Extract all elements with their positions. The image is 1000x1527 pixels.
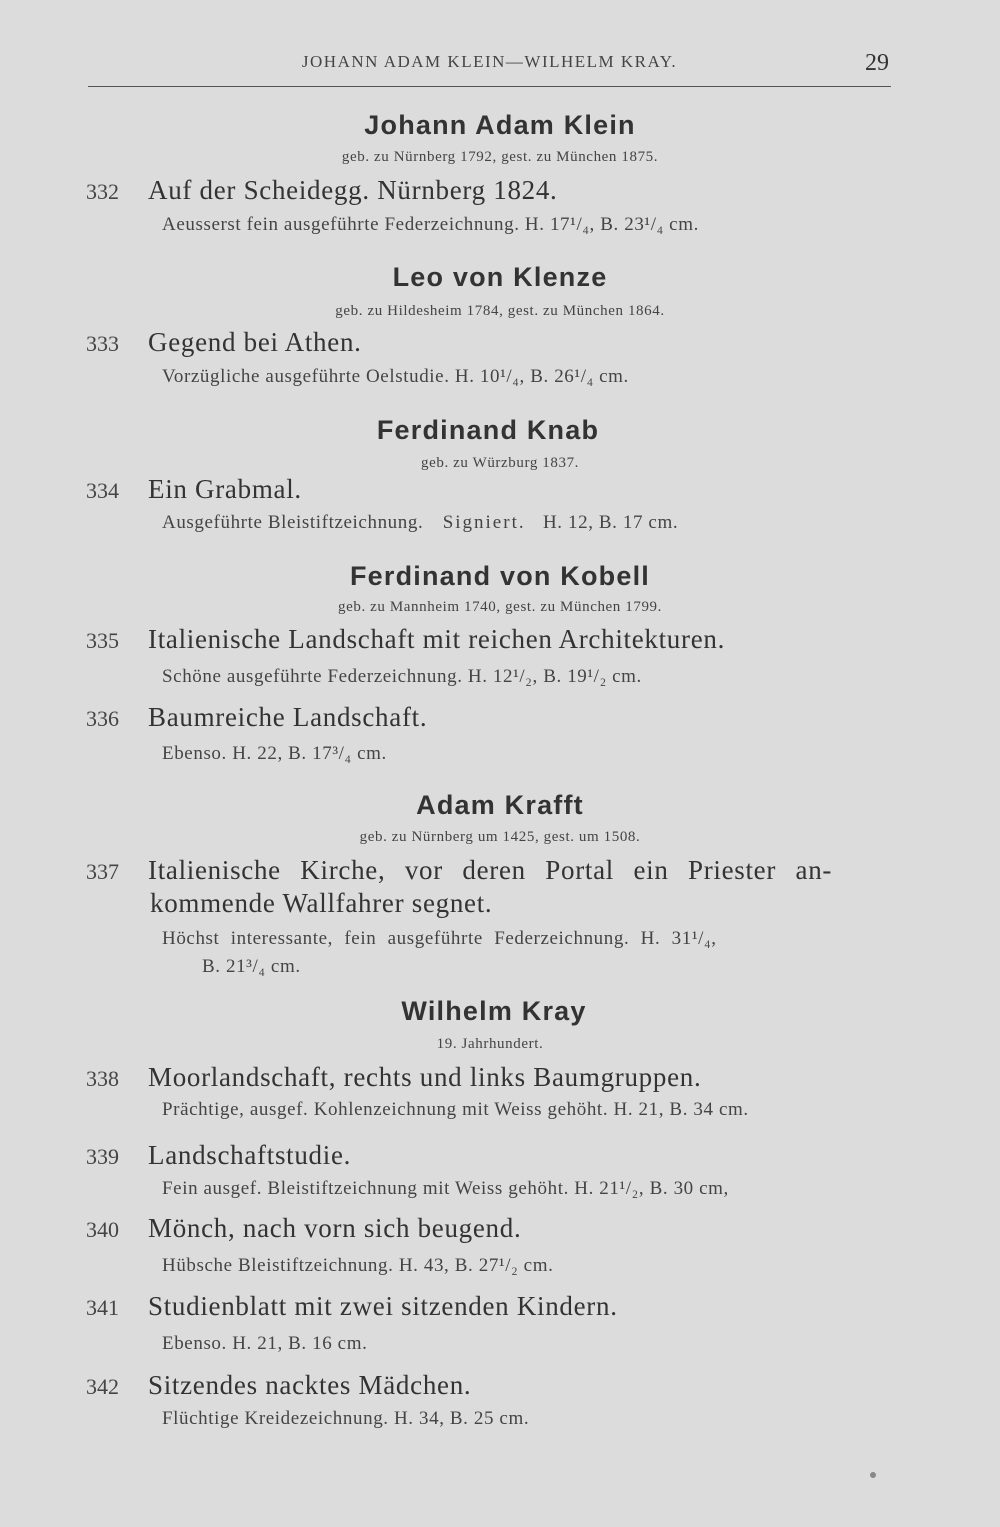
lot-description: Ebenso. H. 21, B. 16 cm. xyxy=(162,1333,368,1354)
lot-entry xyxy=(86,624,725,655)
lot-description: Fein ausgef. Bleistiftzeichnung mit Weiss gehöht. H. 21¹/₂, B. 30 cm, xyxy=(162,1178,729,1199)
artist-heading: Wilhelm Kray xyxy=(401,996,587,1026)
lot-number: 340 xyxy=(86,1217,119,1242)
artist-heading: Ferdinand von Kobell xyxy=(349,561,650,591)
lot-entry xyxy=(86,327,362,358)
signed-note: Signiert. xyxy=(442,512,526,533)
lot-entry xyxy=(86,702,427,733)
lot-title: Mönch, nach vorn sich beugend. xyxy=(148,1213,522,1243)
lot-title: Ein Grabmal. xyxy=(148,474,302,504)
lot-title: Landschaftstudie. xyxy=(148,1140,352,1170)
lot-description-continuation: B. 21³/₄ cm. xyxy=(202,956,301,977)
artist-bio: geb. zu Mannheim 1740, gest. zu München 1799. xyxy=(337,599,663,615)
lot-dimensions: H. 12, B. 17 cm. xyxy=(542,512,679,533)
artist-bio: geb. zu Würzburg 1837. xyxy=(420,455,580,471)
lot-entry xyxy=(86,1291,618,1322)
artist-bio: geb. zu Nürnberg 1792, gest. zu München 1875. xyxy=(341,149,659,165)
lot-description xyxy=(162,512,678,534)
lot-number: 332 xyxy=(86,179,119,204)
lot-number: 333 xyxy=(86,331,119,356)
page-number: 29 xyxy=(865,50,889,76)
lot-description: Vorzügliche ausgeführte Oelstudie. H. 10¹/₄, B. 26¹/₄ cm. xyxy=(162,366,629,387)
lot-number: 335 xyxy=(86,628,119,653)
lot-title-continuation-text: kommende Wallfahrer segnet. xyxy=(150,888,493,918)
lot-title-continuation xyxy=(150,888,492,919)
paper-speck xyxy=(870,1472,876,1478)
lot-number: 341 xyxy=(86,1295,119,1320)
running-title: JOHANN ADAM KLEIN—WILHELM KRAY. xyxy=(301,52,678,71)
lot-title: Studienblatt mit zwei sitzenden Kindern. xyxy=(148,1291,618,1321)
lot-description: Höchst interessante, fein ausgeführte Federzeichnung. H. 31¹/₄, xyxy=(162,928,717,949)
lot-number: 339 xyxy=(86,1144,119,1169)
artist-bio: geb. zu Hildesheim 1784, gest. zu München 1864. xyxy=(335,303,665,319)
lot-entry xyxy=(86,855,832,886)
lot-title: Moorlandschaft, rechts und links Baumgruppen. xyxy=(148,1062,702,1092)
lot-entry xyxy=(86,1140,351,1171)
artist-heading: Johann Adam Klein xyxy=(364,110,636,140)
lot-number: 338 xyxy=(86,1066,119,1091)
lot-number: 336 xyxy=(86,706,119,731)
lot-entry xyxy=(86,175,558,206)
lot-entry xyxy=(86,1370,471,1401)
lot-title: Auf der Scheidegg. Nürnberg 1824. xyxy=(148,175,558,205)
lot-entry xyxy=(86,1062,701,1093)
lot-entry xyxy=(86,474,302,505)
lot-number: 342 xyxy=(86,1374,119,1399)
artist-heading: Ferdinand Knab xyxy=(376,415,600,445)
artist-heading: Adam Krafft xyxy=(416,790,584,820)
lot-description: Aeusserst fein ausgeführte Federzeichnung. H. 17¹/₄, B. 23¹/₄ cm. xyxy=(162,214,699,235)
artist-bio: 19. Jahrhundert. xyxy=(436,1036,544,1052)
artist-heading: Leo von Klenze xyxy=(392,262,608,292)
lot-description-technique: Ausgeführte Bleistiftzeichnung. xyxy=(162,512,424,533)
lot-description: Schöne ausgeführte Federzeichnung. H. 12¹/₂, B. 19¹/₂ cm. xyxy=(162,666,642,687)
lot-title: Gegend bei Athen. xyxy=(148,327,362,357)
lot-title: Sitzendes nacktes Mädchen. xyxy=(148,1370,472,1400)
running-header xyxy=(88,50,891,87)
lot-description: Ebenso. H. 22, B. 17³/₄ cm. xyxy=(162,743,387,764)
lot-description: Flüchtige Kreidezeichnung. H. 34, B. 25 cm. xyxy=(162,1408,530,1429)
lot-title: Baumreiche Landschaft. xyxy=(148,702,428,732)
artist-bio: geb. zu Nürnberg um 1425, gest. um 1508. xyxy=(359,829,641,845)
lot-title: Italienische Landschaft mit reichen Architekturen. xyxy=(148,624,726,654)
lot-title: Italienische Kirche, vor deren Portal ein Priester an- xyxy=(148,855,833,885)
lot-description: Prächtige, ausgef. Kohlenzeichnung mit Weiss gehöht. H. 21, B. 34 cm. xyxy=(162,1099,749,1120)
lot-description: Hübsche Bleistiftzeichnung. H. 43, B. 27¹/₂ cm. xyxy=(162,1255,554,1276)
lot-number: 334 xyxy=(86,478,119,503)
lot-number: 337 xyxy=(86,859,119,884)
lot-entry xyxy=(86,1213,521,1244)
